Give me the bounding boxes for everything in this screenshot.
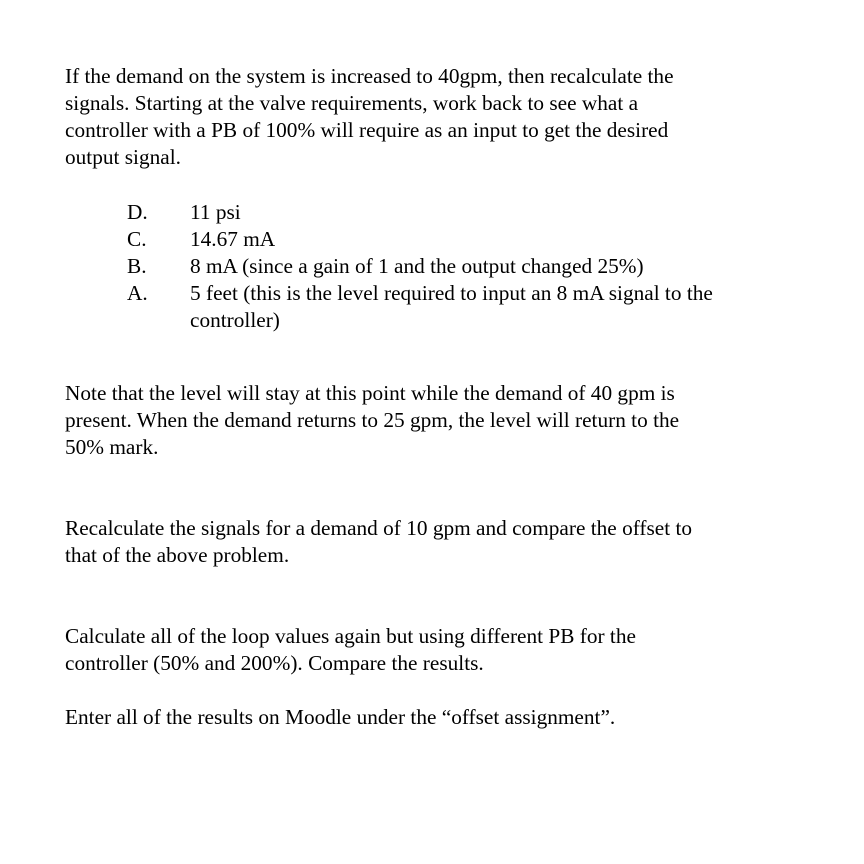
intro-paragraph [65, 63, 805, 171]
submit-instruction [65, 704, 805, 731]
text-line: Enter all of the results on Moodle under the “offset assignment”. [65, 705, 616, 729]
text-line: Calculate all of the loop values again but using different PB for the [65, 624, 636, 648]
text-line: controller with a PB of 100% will require as an input to get the desired [65, 118, 669, 142]
answer-item-a [0, 280, 864, 334]
answer-item-c [0, 226, 864, 253]
answer-text [190, 253, 830, 280]
text-line: output signal. [65, 145, 181, 169]
answer-item-d [0, 199, 864, 226]
answer-text [190, 280, 830, 334]
list-marker: A. [127, 281, 148, 305]
text-line: 50% mark. [65, 435, 159, 459]
answer-item-b [0, 253, 864, 280]
task-pb-paragraph [65, 623, 805, 677]
note-paragraph [65, 380, 805, 461]
text-line: Note that the level will stay at this point while the demand of 40 gpm is [65, 381, 675, 405]
text-line: 11 psi [190, 200, 241, 224]
list-marker: C. [127, 227, 147, 251]
text-line: 5 feet (this is the level required to input an 8 mA signal to the [190, 281, 713, 305]
text-line: controller) [190, 308, 280, 332]
answer-text [190, 199, 830, 226]
text-line: that of the above problem. [65, 543, 290, 567]
list-marker: D. [127, 200, 148, 224]
task-10gpm-paragraph [65, 515, 805, 569]
text-line: present. When the demand returns to 25 gpm, the level will return to the [65, 408, 680, 432]
text-line: controller (50% and 200%). Compare the results. [65, 651, 484, 675]
list-marker: B. [127, 254, 147, 278]
text-line: 8 mA (since a gain of 1 and the output changed 25%) [190, 254, 644, 278]
text-line: Recalculate the signals for a demand of 10 gpm and compare the offset to [65, 516, 693, 540]
text-line: signals. Starting at the valve requirements, work back to see what a [65, 91, 639, 115]
answer-list [0, 199, 864, 334]
answer-text [190, 226, 830, 253]
text-line: 14.67 mA [190, 227, 276, 251]
text-line: If the demand on the system is increased to 40gpm, then recalculate the [65, 64, 674, 88]
